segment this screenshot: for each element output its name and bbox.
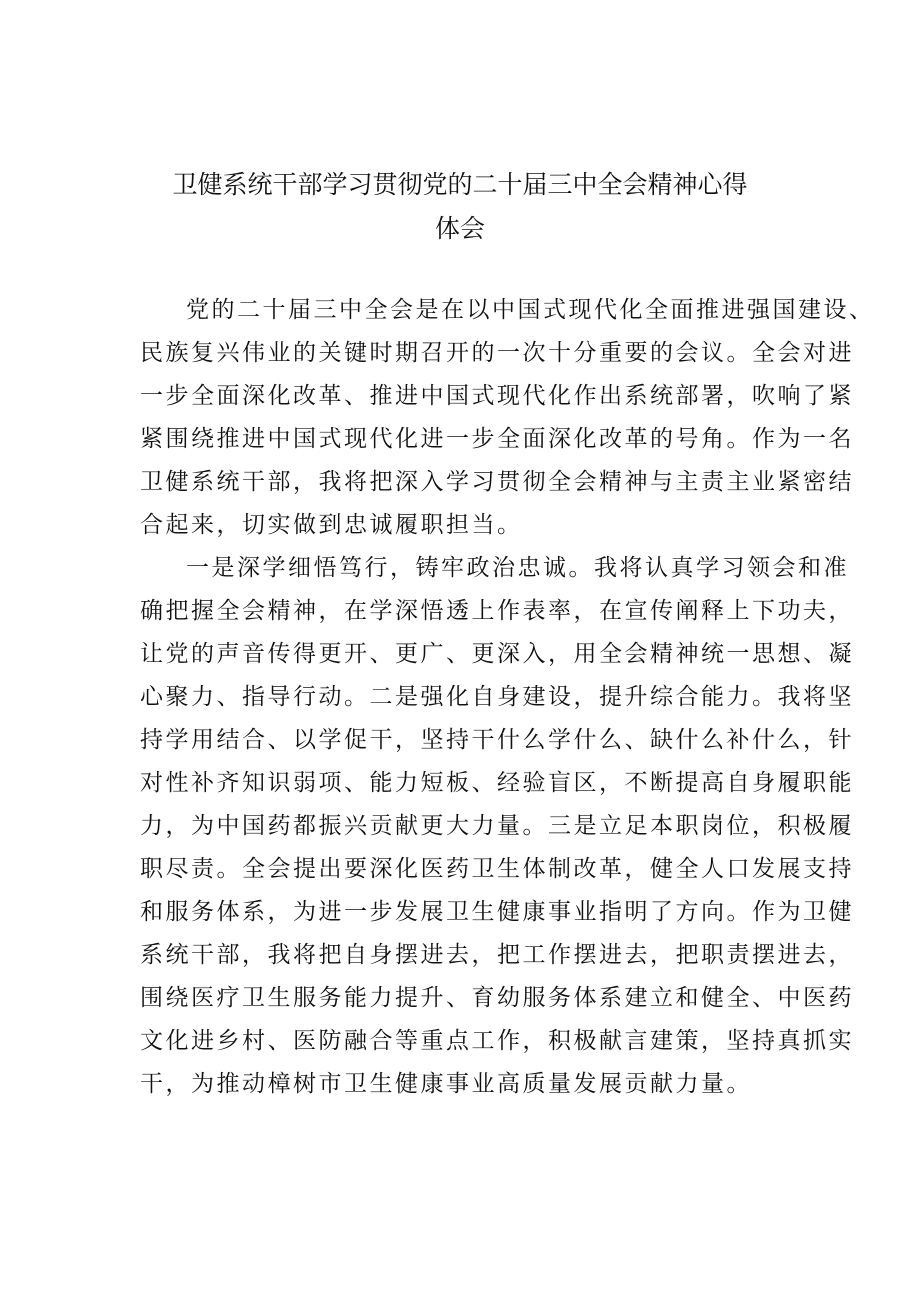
paragraph-2-line-8: 职尽责。全会提出要深化医药卫生体制改革，健全人口发展支持 <box>140 856 854 882</box>
paragraph-2-line-2: 确把握全会精神，在学深悟透上作表率，在宣传阐释上下功夫， <box>140 598 854 624</box>
paragraph-2-line-12: 文化进乡村、医防融合等重点工作，积极献言建策，坚持真抓实 <box>140 1028 854 1054</box>
paragraph-2-line-13: 干，为推动樟树市卫生健康事业高质量发展贡献力量。 <box>140 1071 752 1097</box>
title-line-2: 体会 <box>434 214 485 243</box>
paragraph-2-line-6: 对性补齐知识弱项、能力短板、经验盲区，不断提高自身履职能 <box>140 770 854 796</box>
paragraph-2-line-11: 围绕医疗卫生服务能力提升、育幼服务体系建立和健全、中医药 <box>140 985 854 1011</box>
paragraph-2-line-7: 力，为中国药都振兴贡献更大力量。三是立足本职岗位，积极履 <box>140 813 854 839</box>
paragraph-1-line-5: 卫健系统干部，我将把深入学习贯彻全会精神与主责主业紧密结 <box>140 469 854 495</box>
paragraph-2-line-9: 和服务体系，为进一步发展卫生健康事业指明了方向。作为卫健 <box>140 899 854 925</box>
paragraph-1-line-2: 民族复兴伟业的关键时期召开的一次十分重要的会议。全会对进 <box>140 340 854 366</box>
paragraph-1-line-3: 一步全面深化改革、推进中国式现代化作出系统部署，吹响了紧 <box>140 383 854 409</box>
paragraph-2-line-5: 持学用结合、以学促干，坚持干什么学什么、缺什么补什么，针 <box>140 727 854 753</box>
paragraph-1-line-1: 党的二十届三中全会是在以中国式现代化全面推进强国建设、 <box>186 297 875 323</box>
paragraph-1-line-6: 合起来，切实做到忠诚履职担当。 <box>140 512 523 538</box>
paragraph-2-line-3: 让党的声音传得更开、更广、更深入，用全会精神统一思想、凝 <box>140 641 854 667</box>
paragraph-2-line-10: 系统干部，我将把自身摆进去，把工作摆进去，把职责摆进去， <box>140 942 854 968</box>
paragraph-2-line-4: 心聚力、指导行动。二是强化自身建设，提升综合能力。我将坚 <box>140 684 854 710</box>
body-text <box>140 292 875 1112</box>
title-line-1: 卫健系统干部学习贯彻党的二十届三中全会精神心得 <box>172 170 748 199</box>
paragraph-2-line-1: 一是深学细悟笃行，铸牢政治忠诚。我将认真学习领会和准 <box>186 555 849 581</box>
paragraph-1-line-4: 紧围绕推进中国式现代化进一步全面深化改革的号角。作为一名 <box>140 426 854 452</box>
